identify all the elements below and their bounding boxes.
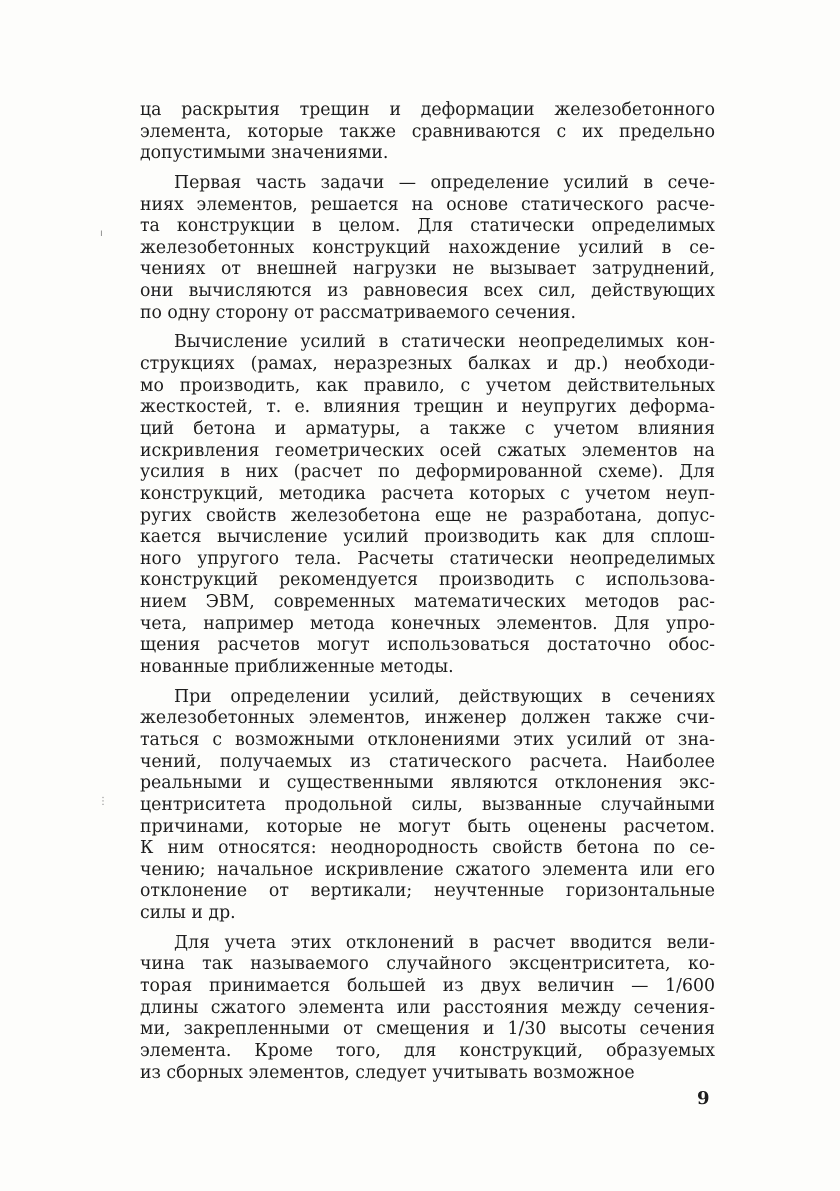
- paragraph-gap: [140, 679, 715, 687]
- page-number: 9: [697, 1088, 710, 1109]
- text-line: Вычисление усилий в статически неопределимых кон-: [174, 332, 715, 353]
- text-line: искривления геометрических осей сжатых элементов на: [140, 440, 715, 461]
- text-line: нием ЭВМ, современных математических методов рас-: [140, 592, 715, 613]
- paragraph: [140, 933, 715, 1084]
- text-line: по одну сторону от рассматриваемого сечения.: [140, 302, 577, 323]
- text-line: ми, закрепленными от смещения и 1/30 высоты сечения: [140, 1019, 715, 1040]
- paragraph: [140, 173, 715, 324]
- text-line: К ним относятся: неоднородность свойств бетона по се-: [140, 838, 715, 859]
- text-line: железобетонных конструкций нахождение усилий в се-: [140, 237, 715, 258]
- text-line: элемента. Кроме того, для конструкций, образуемых: [140, 1040, 715, 1061]
- text-line: причинами, которые не могут быть оценены расчетом.: [140, 816, 715, 837]
- text-line: реальными и существенными являются отклонения экс-: [140, 773, 715, 794]
- text-line: центриситета продольной силы, вызванные случайными: [140, 794, 715, 815]
- paragraph: [140, 332, 715, 678]
- paragraph: [140, 100, 715, 165]
- text-line: нованные приближенные методы.: [140, 657, 454, 678]
- text-line: кается вычисление усилий производить как для сплош-: [140, 527, 715, 548]
- paragraph: [140, 687, 715, 925]
- text-line: отклонение от вертикали; неучтенные горизонтальные: [140, 881, 715, 902]
- margin-mark: ⋮: [98, 796, 108, 807]
- text-line: чению; начальное искривление сжатого элемента или его: [140, 859, 715, 880]
- text-line: ругих свойств железобетона еще не разработана, допус-: [140, 505, 715, 526]
- text-line: струкциях (рамах, неразрезных балках и др.) необходи-: [140, 354, 715, 375]
- text-line: ций бетона и арматуры, а также с учетом влияния: [140, 418, 715, 439]
- text-line: ца раскрытия трещин и деформации железобетонного: [140, 100, 715, 120]
- text-line: чета, например метода конечных элементов. Для упро-: [140, 613, 715, 634]
- text-line: железобетонных элементов, инженер должен также счи-: [140, 708, 715, 729]
- text-line: из сборных элементов, следует учитывать возможное: [140, 1062, 635, 1083]
- text-line: мо производить, как правило, с учетом действительных: [140, 375, 715, 396]
- text-line: чениях от внешней нагрузки не вызывает затруднений,: [140, 259, 715, 280]
- text-line: жесткостей, т. е. влияния трещин и неупругих деформа-: [140, 397, 715, 418]
- text-line: ниях элементов, решается на основе статического расче-: [140, 194, 715, 215]
- text-line: усилия в них (расчет по деформированной схеме). Для: [140, 462, 715, 483]
- text-line: та конструкции в целом. Для статически определимых: [140, 216, 715, 237]
- text-line: Для учета этих отклонений в расчет вводится вели-: [174, 932, 715, 953]
- paragraph-gap: [140, 165, 715, 173]
- margin-mark: ı: [100, 228, 103, 239]
- text-line: При определении усилий, действующих в сечениях: [174, 686, 715, 707]
- text-line: элемента, которые также сравниваются с их предельно: [140, 121, 715, 142]
- text-line: силы и др.: [140, 903, 236, 924]
- paragraph-gap: [140, 324, 715, 332]
- text-line: щения расчетов могут использоваться достаточно обос-: [140, 635, 715, 656]
- text-line: торая принимается большей из двух величин — 1/600: [140, 975, 715, 996]
- text-line: ного упругого тела. Расчеты статически неопределимых: [140, 548, 715, 569]
- body-text: [140, 100, 715, 1084]
- text-line: длины сжатого элемента или расстояния между сечения-: [140, 997, 715, 1018]
- text-line: конструкций, методика расчета которых с учетом неуп-: [140, 483, 715, 504]
- text-line: чина так называемого случайного эксцентриситета, ко-: [140, 954, 715, 975]
- text-line: они вычисляются из равновесия всех сил, действующих: [140, 281, 715, 302]
- text-line: допустимыми значениями.: [140, 143, 389, 164]
- text-line: чений, получаемых из статического расчета. Наиболее: [140, 751, 715, 772]
- text-line: Первая часть задачи — определение усилий в сече-: [174, 172, 715, 193]
- text-line: таться с возможными отклонениями этих усилий от зна-: [140, 729, 715, 750]
- text-line: конструкций рекомендуется производить с использова-: [140, 570, 715, 591]
- paragraph-gap: [140, 925, 715, 933]
